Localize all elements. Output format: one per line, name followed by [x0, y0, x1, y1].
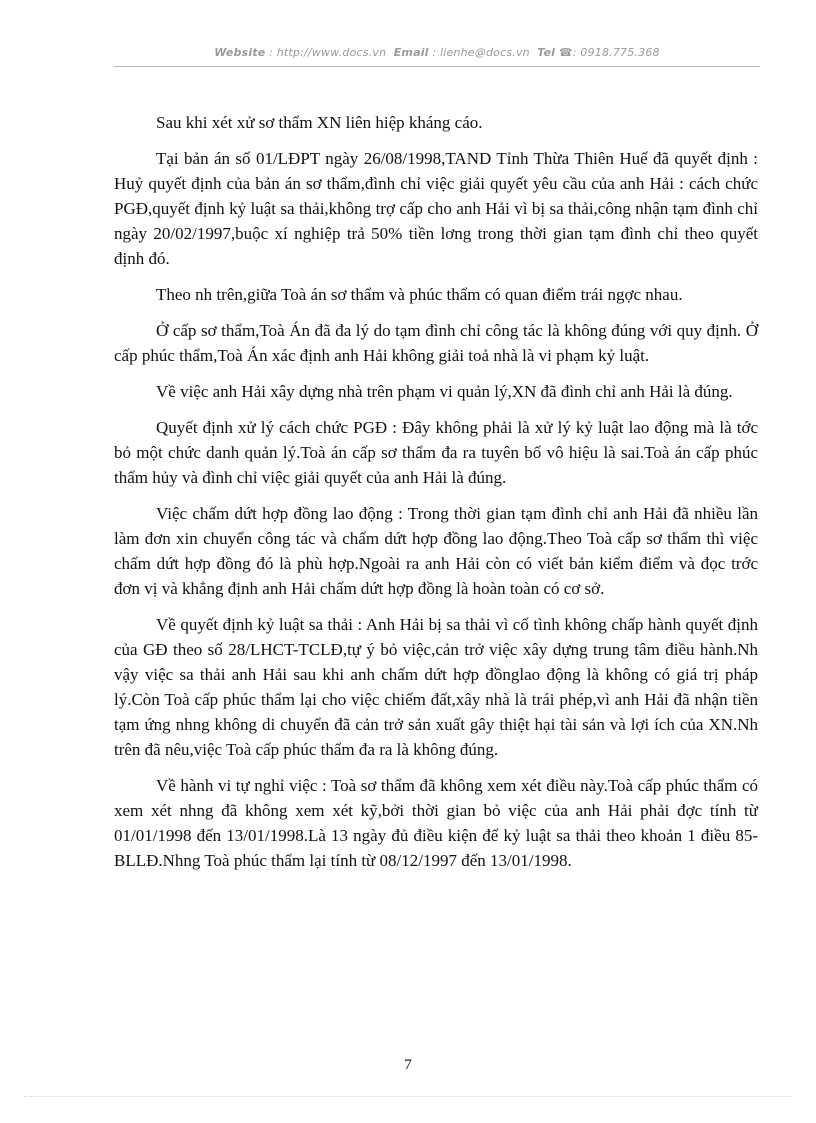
header-divider	[114, 66, 760, 67]
paragraph: Về quyết định kỷ luật sa thải : Anh Hải bị sa thải vì cố tình không chấp hành quyết định của GĐ theo số 28/LHCT-TCLĐ,tự ý bỏ việc,cản trở việc xây dựng trung tâm điều hành.Nh vậy việc sa thải anh Hải sau khi anh chấm dứt hợp đồnglao động là không có giá trị pháp lý.Còn Toà cấp phúc thẩm lại cho việc chiếm đất,xây nhà là trái phép,vì anh Hải đã nhận tiền tạm ứng nhng không di chuyển đã cản trở sản xuất gây thiệt hại tài sản và lợi ích của XN.Nh trên đã nêu,việc Toà cấp phúc thẩm đa ra là không đúng.	[114, 615, 758, 759]
email-address: : lienhe@docs.vn	[432, 46, 530, 59]
website-label: Website	[214, 46, 266, 59]
tel-number: ☎: 0918.775.368	[558, 46, 660, 59]
paragraph: Sau khi xét xử sơ thẩm XN liên hiệp kháng cáo.	[156, 113, 483, 132]
paragraph: Về hành vi tự nghỉ việc : Toà sơ thẩm đã không xem xét điều này.Toà cấp phúc thẩm có xem xét nhng đã không xem xét kỹ,bởi thời gian bỏ việc của anh Hải phải đợc tính từ 01/01/1998 đến 13/01/1998.Là 13 ngày đủ điều kiện để kỷ luật sa thải theo khoản 1 điều 85-BLLĐ.Nhng Toà phúc thẩm lại tính từ 08/12/1997 đến 13/01/1998.	[114, 776, 758, 870]
paragraph: Về việc anh Hải xây dựng nhà trên phạm vi quản lý,XN đã đình chỉ anh Hải là đúng.	[156, 382, 733, 401]
paragraph: Theo nh trên,giữa Toà án sơ thẩm và phúc thẩm có quan điểm trái ngợc nhau.	[156, 285, 683, 304]
paragraph: Ở cấp sơ thẩm,Toà Án đã đa lý do tạm đình chỉ công tác là không đúng với quy định. Ở cấp phúc thẩm,Toà Án xác định anh Hải không giải toả nhà là vi phạm kỷ luật.	[114, 321, 758, 365]
paragraph: Việc chấm dứt hợp đồng lao động : Trong thời gian tạm đình chỉ anh Hải đã nhiều lần làm đơn xin chuyển công tác và chấm dứt hợp đồng lao động.Theo Toà cấp sơ thẩm thì việc chấm dứt hợp đồng đó là phù hợp.Ngoài ra anh Hải còn có viết bản kiểm điểm và đọc trớc đơn vị và khẳng định anh Hải chấm dứt hợp đồng là hoàn toàn có cơ sở.	[114, 504, 758, 598]
paragraph: Quyết định xử lý cách chức PGĐ : Đây không phải là xử lý kỷ luật lao động mà là tớc bỏ một chức danh quản lý.Toà án cấp sơ thẩm đa ra tuyên bố vô hiệu là sai.Toà án cấp phúc thẩm hủy và đình chỉ việc giải quyết của anh Hải là đúng.	[114, 418, 758, 487]
page-number: 7	[404, 1057, 412, 1073]
document-body	[114, 110, 758, 884]
paragraph: Tại bản án số 01/LĐPT ngày 26/08/1998,TAND Tỉnh Thừa Thiên Huế đã quyết định : Huỷ quyết định của bản án sơ thẩm,đình chỉ việc giải quyết yêu cầu của anh Hải : cách chức PGĐ,quyết định kỷ luật sa thải,không trợ cấp cho anh Hải vì bị sa thải,công nhận tạm đình chỉ ngày 20/02/1997,buộc xí nghiệp trả 50% tiền lơng trong thời gian tạm đình chỉ theo quyết định đó.	[114, 149, 758, 268]
tel-label: Tel	[537, 46, 556, 59]
email-label: Email	[393, 46, 429, 59]
page-header	[114, 46, 760, 59]
website-url: : http://www.docs.vn	[269, 46, 387, 59]
footer-divider	[24, 1096, 792, 1097]
